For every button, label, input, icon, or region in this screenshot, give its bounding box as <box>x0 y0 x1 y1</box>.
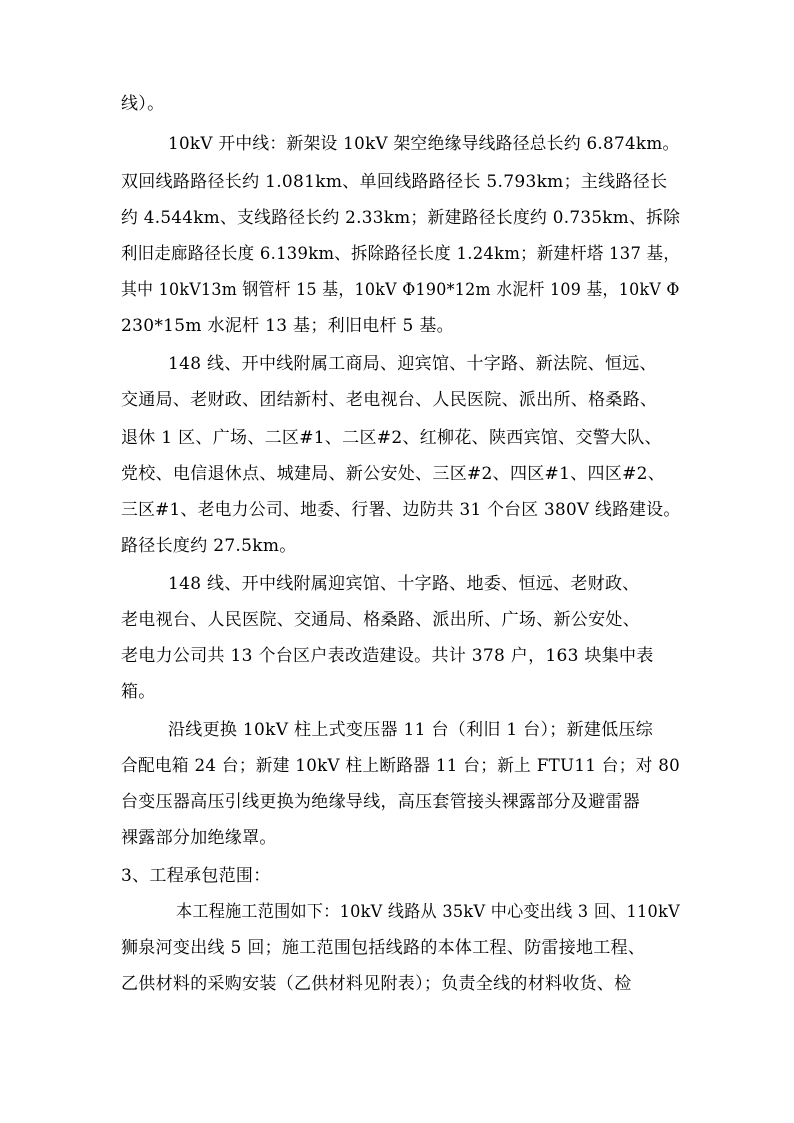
text-line: 合配电箱 24 台；新建 10kV 柱上断路器 11 台；新上 FTU11 台；对 80 <box>121 756 681 776</box>
text-line: 利旧走廊路径长度 6.139km、拆除路径长度 1.24km；新建杆塔 137 基， <box>121 244 681 264</box>
text-line: 沿线更换 10kV 柱上式变压器 11 台（利旧 1 台）；新建低压综 <box>168 720 654 740</box>
text-line: 148 线、开中线附属工商局、迎宾馆、十字路、新法院、恒远、 <box>168 354 657 374</box>
text-line: 10kV 开中线：新架设 10kV 架空绝缘导线路径总长约 6.874km。 <box>168 134 680 154</box>
text-line: 老电视台、人民医院、交通局、格桑路、派出所、广场、新公安处、 <box>121 610 640 630</box>
text-line: 148 线、开中线附属迎宾馆、十字路、地委、恒远、老财政、 <box>168 574 640 594</box>
text-line: 台变压器高压引线更换为绝缘导线，高压套管接头裸露部分及避雷器 <box>121 792 640 812</box>
text-line: 三区#1、老电力公司、地委、行署、边防共 31 个台区 380V 线路建设。 <box>121 500 681 520</box>
text-line: 狮泉河变出线 5 回；施工范围包括线路的本体工程、防雷接地工程、 <box>121 938 646 958</box>
text-line: 交通局、老财政、团结新村、老电视台、人民医院、派出所、格桑路、 <box>121 390 658 410</box>
text-line: 路径长度约 27.5km。 <box>121 536 297 556</box>
section-heading: 3、工程承包范围： <box>121 866 271 886</box>
text-line: 本工程施工范围如下：10kV 线路从 35kV 中心变出线 3 回、110kV <box>176 902 680 922</box>
text-line: 党校、电信退休点、城建局、新公安处、三区#2、四区#1、四区#2、 <box>121 464 666 484</box>
text-line: 老电力公司共 13 个台区户表改造建设。共计 378 户，163 块集中表 <box>121 646 654 666</box>
text-line: 裸露部分加绝缘罩。 <box>121 828 277 848</box>
text-line: 乙供材料的采购安装（乙供材料见附表）；负责全线的材料收货、检 <box>121 974 632 994</box>
text-line: 箱。 <box>121 682 156 702</box>
text-line: 线）。 <box>121 94 165 114</box>
text-line: 其中 10kV13m 钢管杆 15 基，10kV Φ190*12m 水泥杆 109 基，10kV Φ <box>121 280 680 300</box>
text-line: 退休 1 区、广场、二区#1、二区#2、红柳花、陕西宾馆、交警大队、 <box>121 428 662 448</box>
text-line: 双回线路路径长约 1.081km、单回线路路径长 5.793km；主线路径长 <box>121 172 668 192</box>
text-line: 230*15m 水泥杆 13 基；利旧电杆 5 基。 <box>121 316 454 336</box>
text-line: 约 4.544km、支线路径长约 2.33km；新建路径长度约 0.735km、拆除 <box>121 208 681 228</box>
